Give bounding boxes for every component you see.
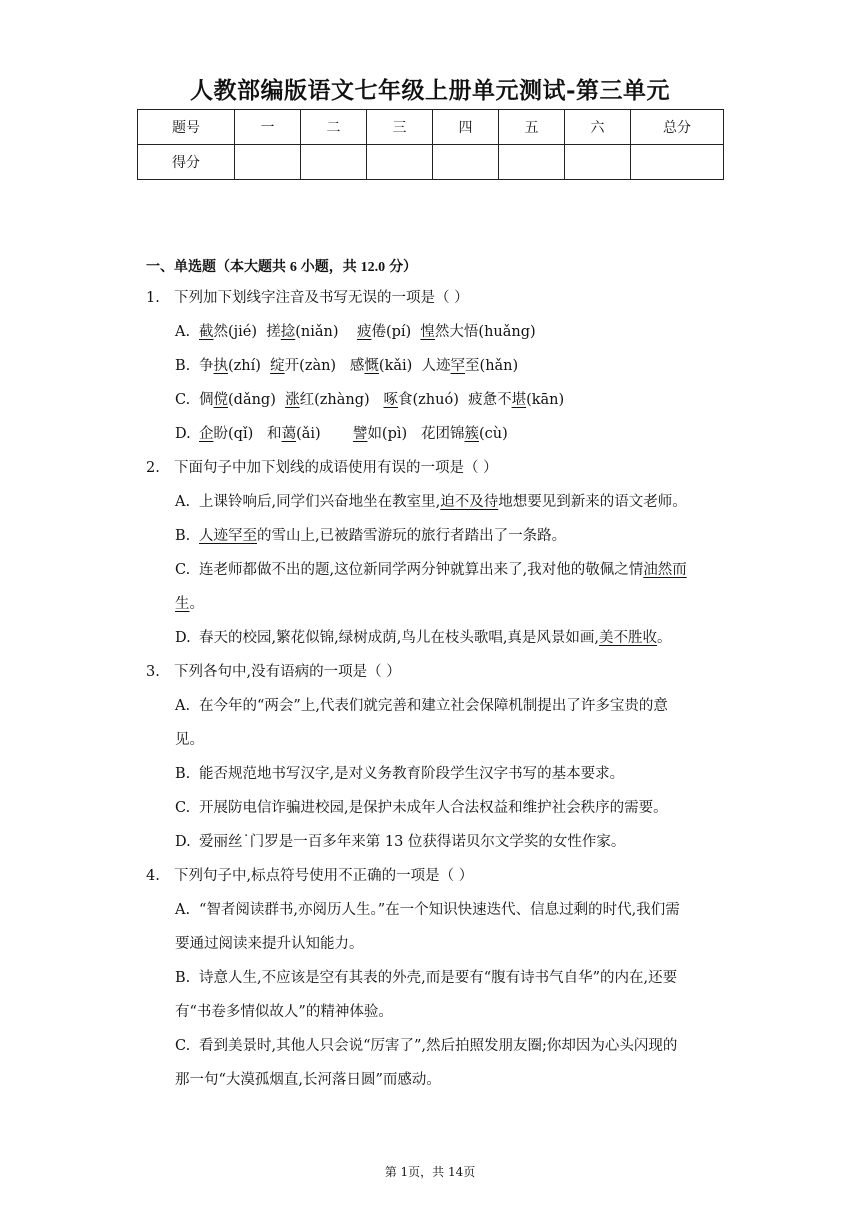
option-letter: D.: [175, 426, 191, 442]
question-number: 2.: [146, 460, 160, 476]
section-mid: 小题，共: [300, 258, 357, 274]
option-letter: C.: [175, 562, 191, 578]
option-letter: B.: [175, 358, 191, 374]
score-table-cell: 题号: [138, 110, 235, 145]
question-number: 4.: [146, 868, 160, 884]
option-text: 春天的校园,繁花似锦,绿树成荫,鸟儿在枝头歌唱,真是风景如画,美不胜收。: [199, 630, 672, 646]
score-input-cell[interactable]: [301, 145, 367, 180]
q1-option-b[interactable]: [175, 349, 720, 383]
q4-option-a[interactable]: [175, 893, 720, 927]
option-text: 诗意人生,不应该是空有其表的外壳,而是要有“腹有诗书气自华”的内在,还要: [199, 970, 678, 986]
option-text: 争执(zhí) 绽开(zàn) 感慨(kǎi) 人迹罕至(hǎn): [199, 358, 519, 374]
option-text: “智者阅读群书,亦阅历人生。”在一个知识快速迭代、信息过剩的时代,我们需: [199, 902, 680, 918]
question-stem: 下列句子中,标点符号使用不正确的一项是（ ）: [174, 868, 474, 884]
section-end: 分）: [389, 258, 418, 274]
score-input-cell[interactable]: [367, 145, 433, 180]
score-table-cell: 得分: [138, 145, 235, 180]
q4-option-c[interactable]: [175, 1029, 720, 1063]
q2-option-c[interactable]: [175, 553, 720, 587]
option-text: 开展防电信诈骗进校园,是保护未成年人合法权益和维护社会秩序的需要。: [199, 800, 668, 816]
q3-option-a-cont: [175, 723, 720, 757]
option-letter: D.: [175, 630, 191, 646]
option-text: 企盼(qǐ) 和蔼(ǎi) 譬如(pì) 花团锦簇(cù): [199, 426, 508, 442]
score-input-cell[interactable]: [631, 145, 724, 180]
score-table-cell: 总分: [631, 110, 724, 145]
score-input-cell[interactable]: [433, 145, 499, 180]
option-text: 截然(jié) 搓捻(niǎn) 疲倦(pí) 惶然大悟(huǎng): [199, 324, 536, 340]
option-text: 连老师都做不出的题,这位新同学两分钟就算出来了,我对他的敬佩之情油然而: [199, 562, 687, 578]
option-text: 要通过阅读来提升认知能力。: [175, 936, 364, 952]
q2-option-b[interactable]: [175, 519, 720, 553]
q3-option-d[interactable]: [175, 825, 720, 859]
question-stem: 下列各句中,没有语病的一项是（ ）: [174, 664, 401, 680]
section-label: 一、单选题（本大题共: [146, 258, 286, 274]
question-number: 3.: [146, 664, 160, 680]
option-letter: B.: [175, 528, 191, 544]
score-table-cell: 六: [565, 110, 631, 145]
option-letter: C.: [175, 1038, 191, 1054]
option-letter: B.: [175, 766, 191, 782]
q1-option-d[interactable]: [175, 417, 720, 451]
q2-option-a[interactable]: [175, 485, 720, 519]
q2-option-c-cont: [175, 587, 720, 621]
option-letter: A.: [175, 324, 191, 340]
section-points: 12.0: [360, 260, 386, 275]
score-table-cell: 四: [433, 110, 499, 145]
score-table-cell: 一: [235, 110, 301, 145]
question-number: 1.: [146, 290, 160, 306]
option-letter: D.: [175, 834, 191, 850]
q3-option-a[interactable]: [175, 689, 720, 723]
option-letter: C.: [175, 392, 191, 408]
option-letter: A.: [175, 494, 191, 510]
option-text: 在今年的“两会”上,代表们就完善和建立社会保障机制提出了许多宝贵的意: [199, 698, 668, 714]
question-stem: 下面句子中加下划线的成语使用有误的一项是（ ）: [174, 460, 498, 476]
option-text: 人迹罕至的雪山上,已被踏雪游玩的旅行者踏出了一条路。: [199, 528, 567, 544]
page-title: 人教部编版语文七年级上册单元测试-第三单元: [189, 77, 671, 104]
score-table: [137, 109, 724, 180]
option-letter: A.: [175, 902, 191, 918]
q4-option-b[interactable]: [175, 961, 720, 995]
q1-option-c[interactable]: [175, 383, 720, 417]
option-text: 生。: [175, 596, 204, 612]
page-footer: 第 1页，共 14页: [384, 1165, 476, 1179]
score-input-cell[interactable]: [565, 145, 631, 180]
q3-option-b[interactable]: [175, 757, 720, 791]
q3-option-c[interactable]: [175, 791, 720, 825]
option-text: 上课铃响后,同学们兴奋地坐在教室里,迫不及待地想要见到新来的语文老师。: [199, 494, 687, 510]
score-table-score-row: [138, 145, 724, 180]
option-text: 那一句“大漠孤烟直,长河落日圆”而感动。: [175, 1072, 441, 1088]
question-stem: 下列加下划线字注音及书写无误的一项是（ ）: [174, 290, 469, 306]
q4-option-c-cont: [175, 1063, 720, 1097]
score-input-cell[interactable]: [235, 145, 301, 180]
option-letter: B.: [175, 970, 191, 986]
score-input-cell[interactable]: [499, 145, 565, 180]
score-table-cell: 三: [367, 110, 433, 145]
q4-option-a-cont: [175, 927, 720, 961]
q4-option-b-cont: [175, 995, 720, 1029]
score-table-cell: 五: [499, 110, 565, 145]
option-letter: A.: [175, 698, 191, 714]
section-heading: [146, 256, 417, 276]
option-text: 倜傥(dǎng) 涨红(zhàng) 啄食(zhuó) 疲惫不堪(kān): [199, 392, 565, 408]
option-text: 能否规范地书写汉字,是对义务教育阶段学生汉字书写的基本要求。: [199, 766, 625, 782]
q2-option-d[interactable]: [175, 621, 720, 655]
option-text: 看到美景时,其他人只会说“厉害了”,然后拍照发朋友圈;你却因为心头闪现的: [199, 1038, 678, 1054]
option-text: 有“书卷多情似故人”的精神体验。: [175, 1004, 393, 1020]
option-text: 见。: [175, 732, 204, 748]
score-table-cell: 二: [301, 110, 367, 145]
option-text: 爱丽丝˙门罗是一百多年来第 13 位获得诺贝尔文学奖的女性作家。: [199, 834, 626, 850]
section-count: 6: [289, 260, 297, 275]
score-table-header-row: [138, 110, 724, 145]
option-letter: C.: [175, 800, 191, 816]
q1-option-a[interactable]: [175, 315, 720, 349]
